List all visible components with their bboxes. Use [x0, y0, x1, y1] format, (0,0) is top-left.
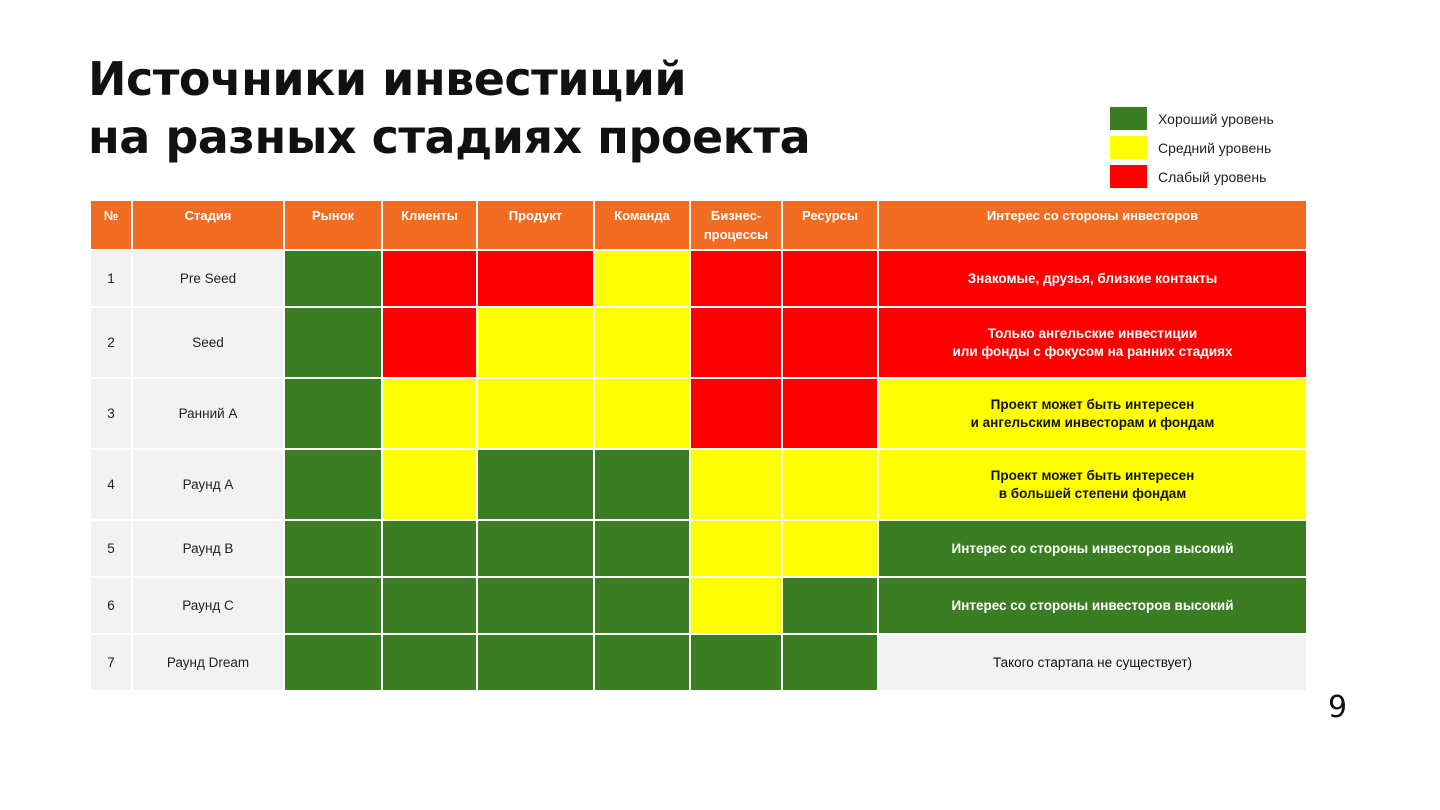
table-header-row: [90, 200, 1307, 250]
level-cell-team: [594, 520, 690, 577]
level-cell-market: [284, 520, 382, 577]
legend-swatch-good: [1110, 107, 1147, 130]
row-number: 4: [90, 449, 132, 520]
level-cell-resources: [782, 634, 878, 691]
investor-interest-cell: Проект может быть интересен и ангельским инвесторам и фондам: [878, 378, 1307, 449]
level-cell-business-processes: [690, 634, 782, 691]
header-number: №: [90, 200, 132, 250]
stage-name: Pre Seed: [132, 250, 284, 307]
level-cell-clients: [382, 520, 477, 577]
page-number: 9: [1328, 690, 1348, 725]
level-cell-team: [594, 378, 690, 449]
table-row: [90, 520, 1307, 577]
stage-name: Раунд С: [132, 577, 284, 634]
level-cell-product: [477, 634, 594, 691]
level-cell-resources: [782, 307, 878, 378]
level-cell-resources: [782, 520, 878, 577]
level-cell-clients: [382, 378, 477, 449]
level-cell-product: [477, 449, 594, 520]
legend: [1110, 107, 1274, 194]
level-cell-product: [477, 577, 594, 634]
header-market: Рынок: [284, 200, 382, 250]
row-number: 7: [90, 634, 132, 691]
investment-stages-table: [89, 199, 1308, 692]
stage-name: Ранний А: [132, 378, 284, 449]
legend-item-medium: [1110, 136, 1274, 159]
stage-name: Раунд Dream: [132, 634, 284, 691]
level-cell-product: [477, 520, 594, 577]
legend-swatch-medium: [1110, 136, 1147, 159]
level-cell-team: [594, 250, 690, 307]
level-cell-product: [477, 250, 594, 307]
row-number: 6: [90, 577, 132, 634]
table-body: [90, 250, 1307, 691]
investor-interest-cell: Интерес со стороны инвесторов высокий: [878, 520, 1307, 577]
level-cell-clients: [382, 577, 477, 634]
investor-interest-cell: Интерес со стороны инвесторов высокий: [878, 577, 1307, 634]
level-cell-business-processes: [690, 449, 782, 520]
level-cell-market: [284, 378, 382, 449]
level-cell-product: [477, 307, 594, 378]
level-cell-product: [477, 378, 594, 449]
level-cell-market: [284, 307, 382, 378]
legend-item-good: [1110, 107, 1274, 130]
level-cell-business-processes: [690, 250, 782, 307]
level-cell-market: [284, 250, 382, 307]
level-cell-market: [284, 634, 382, 691]
header-clients: Клиенты: [382, 200, 477, 250]
level-cell-resources: [782, 577, 878, 634]
legend-label: Слабый уровень: [1158, 168, 1267, 185]
investor-interest-cell: Знакомые, друзья, близкие контакты: [878, 250, 1307, 307]
level-cell-team: [594, 634, 690, 691]
header-team: Команда: [594, 200, 690, 250]
legend-item-weak: [1110, 165, 1274, 188]
level-cell-clients: [382, 634, 477, 691]
stage-name: Раунд А: [132, 449, 284, 520]
investor-interest-cell: Такого стартапа не существует): [878, 634, 1307, 691]
legend-label: Средний уровень: [1158, 139, 1272, 156]
investor-interest-cell: Только ангельские инвестиции или фонды с фокусом на ранних стадиях: [878, 307, 1307, 378]
row-number: 2: [90, 307, 132, 378]
level-cell-clients: [382, 250, 477, 307]
level-cell-team: [594, 577, 690, 634]
table-row: [90, 634, 1307, 691]
table-row: [90, 577, 1307, 634]
investor-interest-cell: Проект может быть интересен в большей степени фондам: [878, 449, 1307, 520]
table-row: [90, 378, 1307, 449]
table-row: [90, 250, 1307, 307]
row-number: 5: [90, 520, 132, 577]
table-row: [90, 307, 1307, 378]
level-cell-clients: [382, 307, 477, 378]
level-cell-business-processes: [690, 520, 782, 577]
level-cell-team: [594, 449, 690, 520]
level-cell-clients: [382, 449, 477, 520]
header-stage: Стадия: [132, 200, 284, 250]
level-cell-team: [594, 307, 690, 378]
level-cell-resources: [782, 449, 878, 520]
level-cell-resources: [782, 378, 878, 449]
level-cell-business-processes: [690, 577, 782, 634]
stage-name: Раунд В: [132, 520, 284, 577]
legend-label: Хороший уровень: [1158, 110, 1274, 127]
level-cell-market: [284, 577, 382, 634]
header-product: Продукт: [477, 200, 594, 250]
level-cell-business-processes: [690, 307, 782, 378]
row-number: 3: [90, 378, 132, 449]
table-row: [90, 449, 1307, 520]
slide-title-line-1: Источники инвестиций: [88, 52, 687, 106]
level-cell-resources: [782, 250, 878, 307]
level-cell-business-processes: [690, 378, 782, 449]
header-investor-interest: Интерес со стороны инвесторов: [878, 200, 1307, 250]
row-number: 1: [90, 250, 132, 307]
header-business-processes: Бизнес- процессы: [690, 200, 782, 250]
header-resources: Ресурсы: [782, 200, 878, 250]
level-cell-market: [284, 449, 382, 520]
slide-title-line-2: на разных стадиях проекта: [88, 110, 811, 164]
legend-swatch-weak: [1110, 165, 1147, 188]
stage-name: Seed: [132, 307, 284, 378]
slide-title: [88, 50, 810, 166]
